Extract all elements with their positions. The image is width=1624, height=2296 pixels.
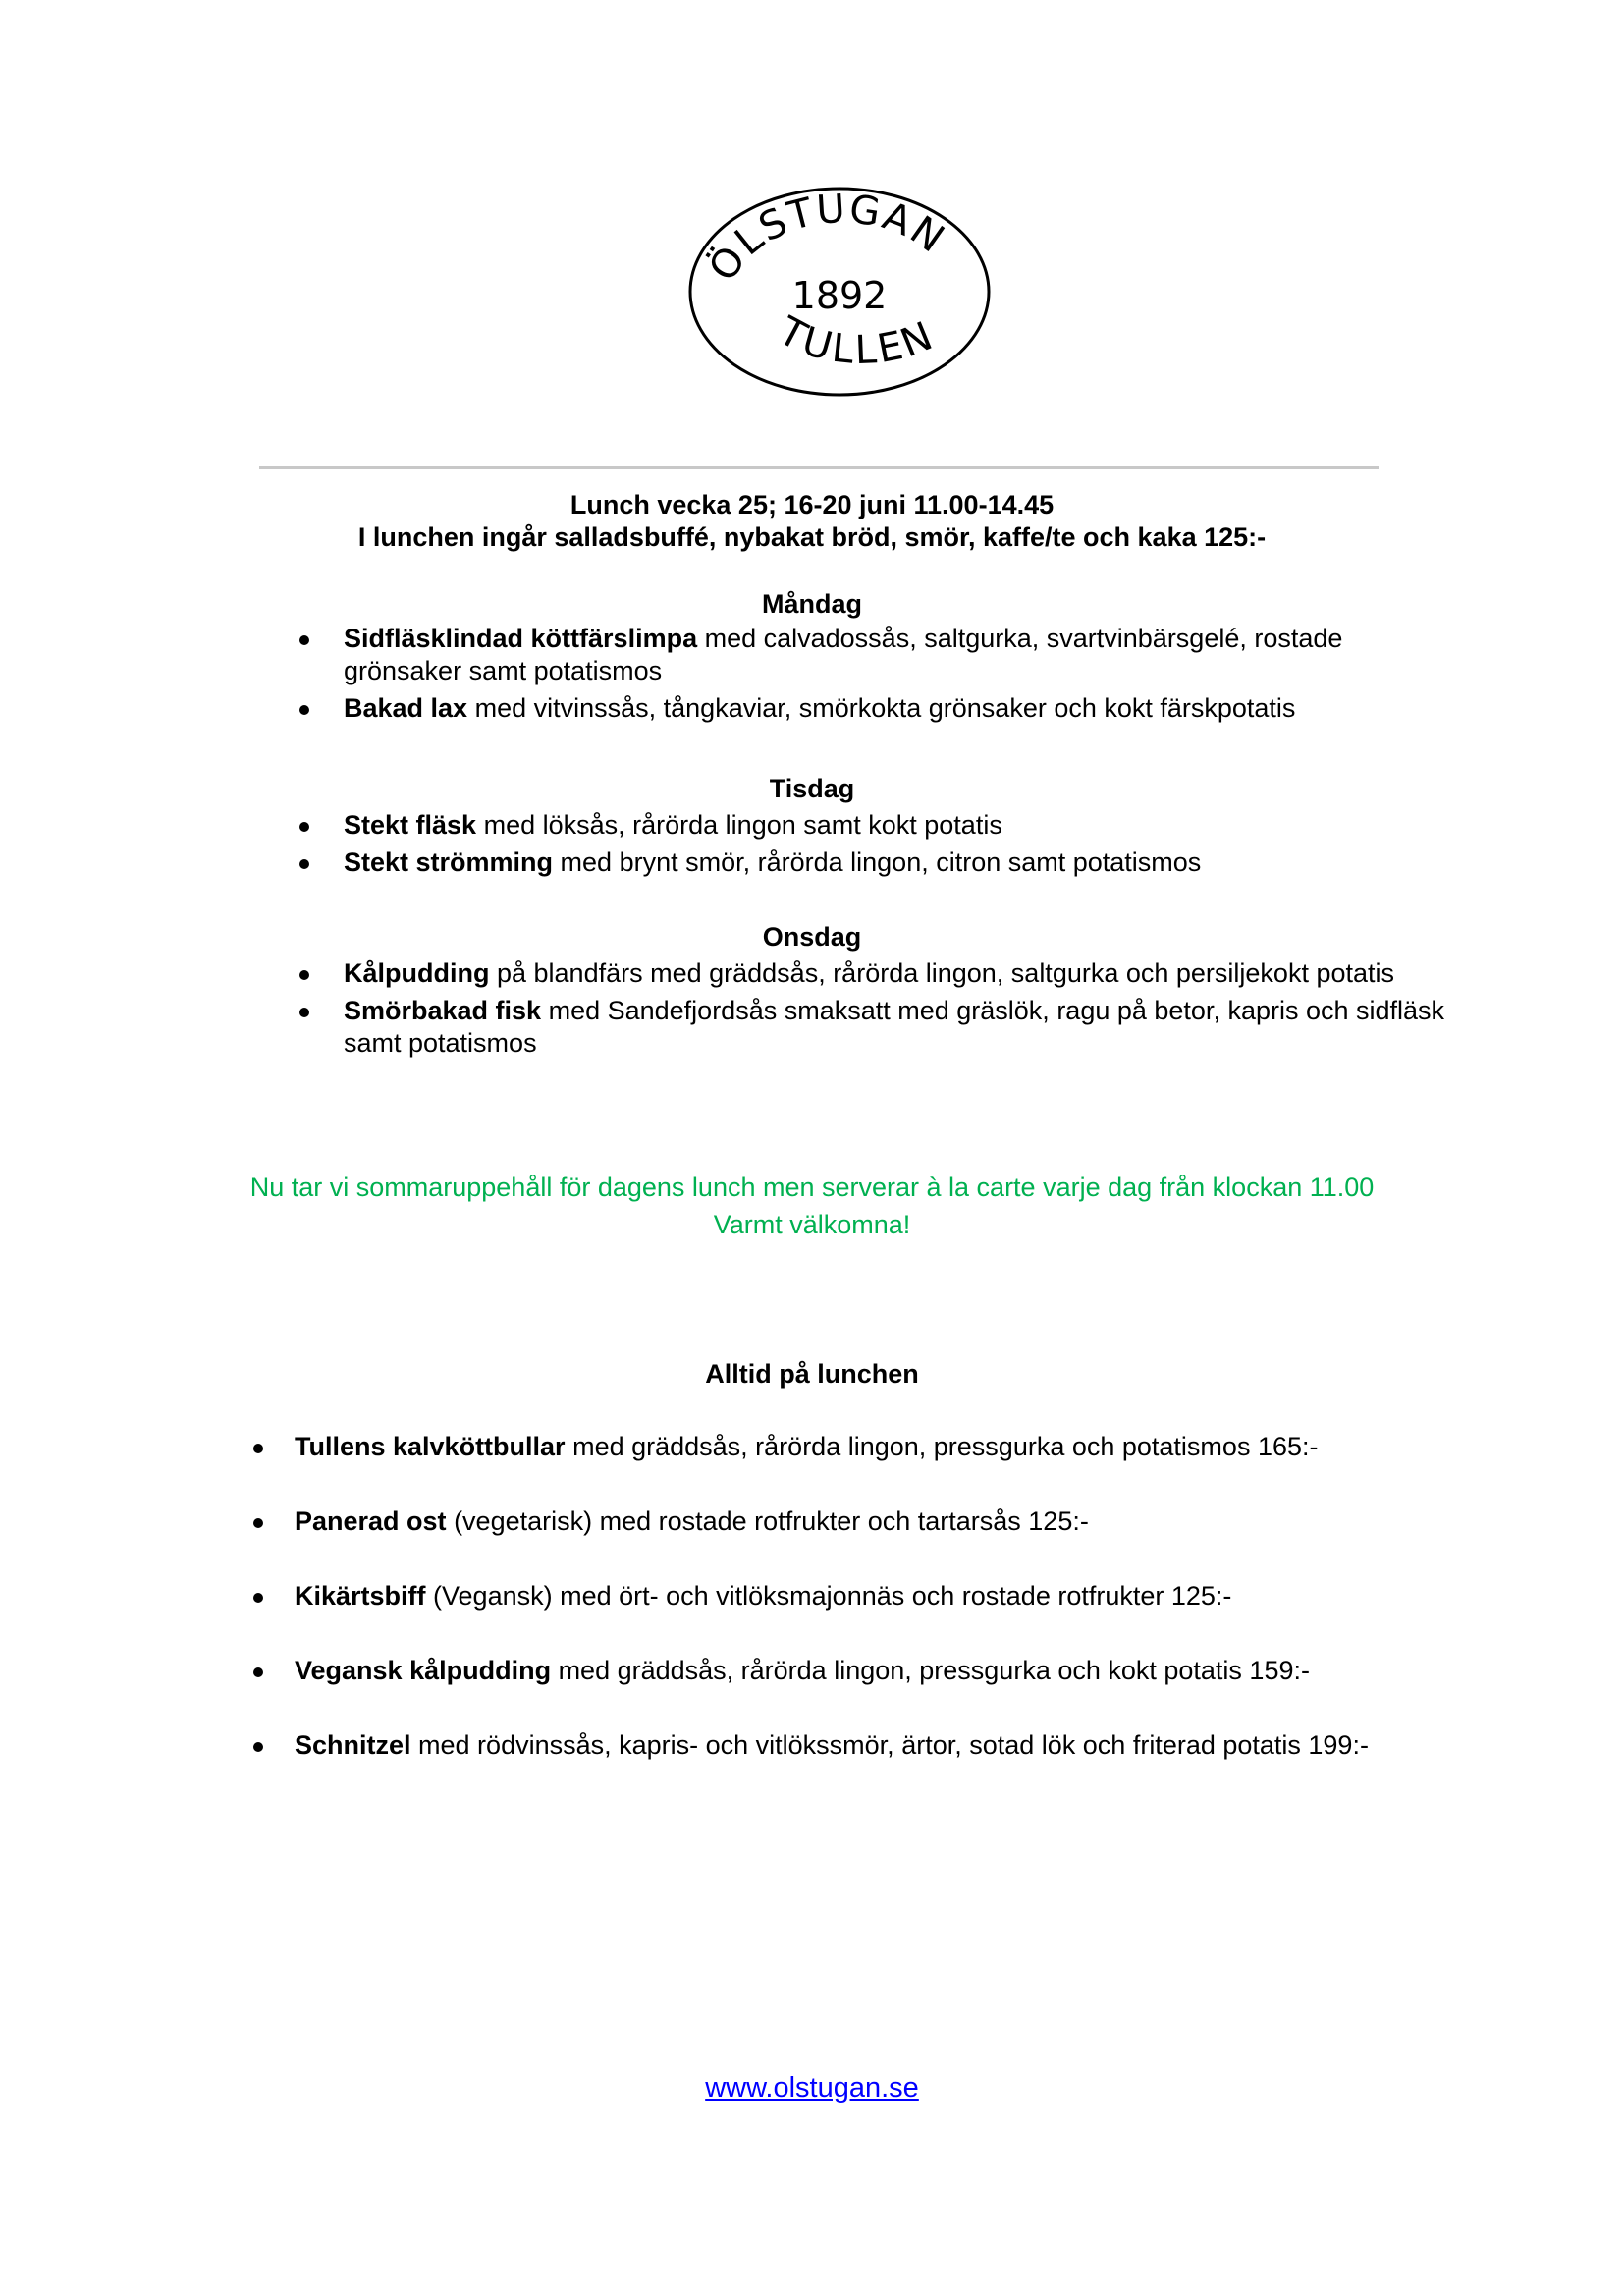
bullet-icon	[299, 970, 309, 980]
day-heading: Tisdag	[769, 774, 855, 803]
menu-item	[295, 1729, 1473, 1804]
logo-year: 1892	[791, 274, 888, 317]
dish-name: Smörbakad fisk	[344, 996, 542, 1025]
bullet-icon	[299, 859, 309, 869]
dish-name: Stekt strömming	[344, 847, 554, 877]
bullet-icon	[253, 1742, 263, 1752]
bullet-icon	[299, 822, 309, 832]
divider-line	[259, 466, 1379, 469]
bullet-icon	[253, 1518, 263, 1528]
menu-item	[344, 995, 1453, 1060]
day-menu-list	[344, 809, 1453, 884]
bullet-icon	[299, 1008, 309, 1017]
dish-name: Kikärtsbiff	[295, 1581, 426, 1611]
summer-break-notice: Nu tar vi sommaruppehåll för dagens lunch men serverar à la carte varje dag från klockan 11.00	[249, 1173, 1375, 1202]
dish-description: (vegetarisk) med rostade rotfrukter och tartarsås 125:-	[446, 1506, 1089, 1536]
dish-description: med Sandefjordsås smaksatt med gräslök, ragu på betor, kapris och sidfläsk samt potatismos	[344, 996, 1445, 1058]
menu-item	[344, 957, 1453, 990]
dish-description: med calvadossås, saltgurka, svartvinbärsgelé, rostade grönsaker samt potatismos	[344, 624, 1343, 685]
dish-name: Vegansk kålpudding	[295, 1656, 552, 1685]
logo-bottom-text: TULLEN	[771, 308, 942, 374]
dish-name: Panerad ost	[295, 1506, 447, 1536]
dish-description: med gräddsås, rårörda lingon, pressgurka och kokt potatis 159:-	[551, 1656, 1310, 1685]
dish-description: med rödvinssås, kapris- och vitlökssmör, ärtor, sotad lök och friterad potatis 199:-	[410, 1730, 1369, 1760]
logo-seal	[687, 184, 992, 400]
menu-item	[295, 1655, 1473, 1729]
bullet-icon	[253, 1444, 263, 1453]
menu-item	[344, 809, 1453, 842]
bullet-icon	[299, 635, 309, 645]
day-heading: Måndag	[761, 589, 862, 619]
menu-item	[344, 847, 1453, 879]
menu-item	[295, 1431, 1473, 1505]
day-menu-list	[344, 623, 1453, 730]
dish-description: med vitvinssås, tångkaviar, smörkokta grönsaker och kokt färskpotatis	[467, 693, 1296, 723]
always-menu-list	[295, 1431, 1473, 1804]
website-link[interactable]: www.olstugan.se	[705, 2072, 919, 2104]
menu-item	[344, 692, 1453, 725]
menu-item	[295, 1580, 1473, 1655]
bullet-icon	[253, 1593, 263, 1603]
menu-item	[344, 623, 1453, 687]
dish-description: (Vegansk) med ört- och vitlöksmajonnäs och rostade rotfrukter 125:-	[425, 1581, 1232, 1611]
menu-item	[295, 1505, 1473, 1580]
welcome-text: Varmt välkomna!	[713, 1210, 911, 1239]
lunch-week-title: Lunch vecka 25; 16-20 juni 11.00-14.45	[569, 490, 1055, 519]
dish-name: Bakad lax	[344, 693, 468, 723]
dish-name: Tullens kalvköttbullar	[295, 1432, 566, 1461]
lunch-includes-text: I lunchen ingår salladsbuffé, nybakat bröd, smör, kaffe/te och kaka 125:-	[357, 522, 1267, 552]
always-on-menu-title: Alltid på lunchen	[705, 1359, 919, 1389]
dish-description: med löksås, rårörda lingon samt kokt potatis	[476, 810, 1002, 840]
dish-description: med brynt smör, rårörda lingon, citron samt potatismos	[553, 847, 1202, 877]
logo-top-text: ÖLSTUGAN	[700, 186, 954, 290]
dish-name: Stekt fläsk	[344, 810, 477, 840]
dish-name: Kålpudding	[344, 958, 490, 988]
dish-name: Schnitzel	[295, 1730, 411, 1760]
day-menu-list	[344, 957, 1453, 1065]
dish-description: med gräddsås, rårörda lingon, pressgurka och potatismos 165:-	[565, 1432, 1319, 1461]
bullet-icon	[299, 705, 309, 715]
dish-name: Sidfläsklindad köttfärslimpa	[344, 624, 698, 653]
restaurant-logo	[687, 184, 992, 400]
bullet-icon	[253, 1667, 263, 1677]
day-heading: Onsdag	[762, 922, 862, 952]
dish-description: på blandfärs med gräddsås, rårörda lingon, saltgurka och persiljekokt potatis	[489, 958, 1394, 988]
